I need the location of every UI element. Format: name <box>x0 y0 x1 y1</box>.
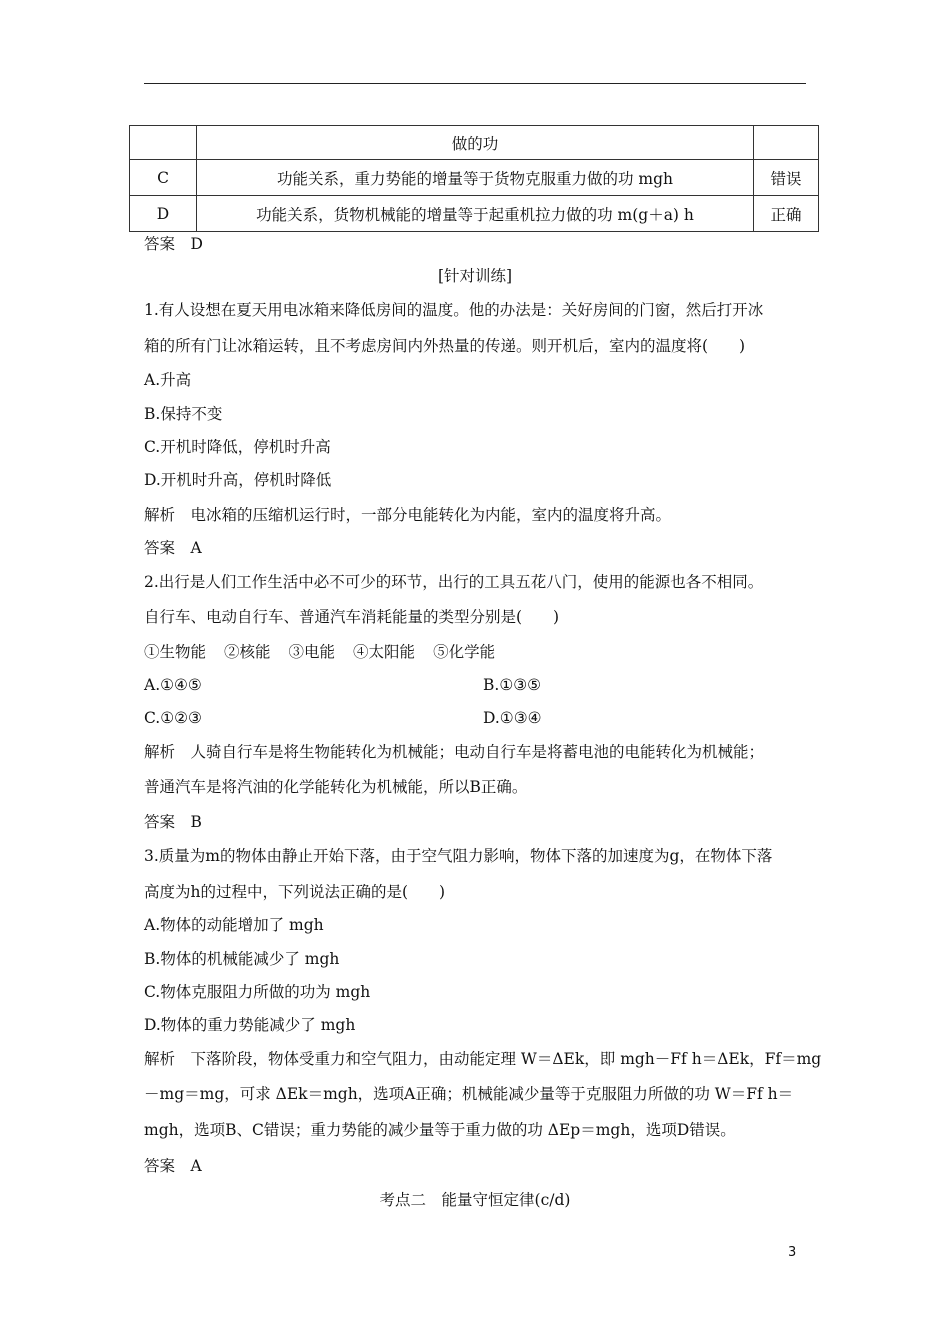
option-b: B.物体的机械能减少了 mgh <box>144 950 340 968</box>
section-title: 考点二 能量守恒定律(c/d) <box>379 1191 571 1209</box>
answer-text: 答案 D <box>144 235 203 253</box>
answer-text: 答案 A <box>144 539 202 557</box>
question-3-line-1: 3.质量为m的物体由静止开始下落，由于空气阻力影响，物体下落的加速度为g，在物体下落 <box>144 847 773 865</box>
option-b: B.①③⑤ <box>483 676 542 694</box>
analysis-text-line-1: 解析 人骑自行车是将生物能转化为机械能；电动自行车是将蓄电池的电能转化为机械能； <box>144 743 765 761</box>
table-cell-result: 错误 <box>754 160 819 196</box>
table-row <box>130 126 819 160</box>
question-1-line-2: 箱的所有门让冰箱运转，且不考虑房间内外热量的传递。则开机后，室内的温度将( ) <box>144 337 746 355</box>
option-c: C.物体克服阻力所做的功为 mgh <box>144 983 371 1001</box>
option-c: C.开机时降低，停机时升高 <box>144 438 331 456</box>
table-cell-analysis: 功能关系，货物机械能的增量等于起重机拉力做的功 m(g＋a) h <box>197 196 754 232</box>
analysis-text-line-3: mgh，选项B、C错误；重力势能的减少量等于重力做的功 ΔEp＝mgh，选项D错误。 <box>144 1121 736 1139</box>
option-d: D.开机时升高，停机时降低 <box>144 471 332 489</box>
analysis-text-line-2: 普通汽车是将汽油的化学能转化为机械能，所以B正确。 <box>144 778 528 796</box>
option-d: D.①③④ <box>483 709 542 727</box>
option-b: B.保持不变 <box>144 405 223 423</box>
energy-item: ⑤化学能 <box>433 643 496 661</box>
table-cell-analysis: 做的功 <box>197 126 754 160</box>
question-2-line-2: 自行车、电动自行车、普通汽车消耗能量的类型分别是( ) <box>144 608 560 626</box>
answer-text: 答案 A <box>144 1157 202 1175</box>
option-a: A.升高 <box>144 371 192 389</box>
question-1-line-1: 1.有人设想在夏天用电冰箱来降低房间的温度。他的办法是：关好房间的门窗，然后打开冰 <box>144 301 764 319</box>
answer-table <box>129 125 819 232</box>
section-heading: [针对训练] <box>437 267 513 285</box>
energy-item: ④太阳能 <box>353 643 416 661</box>
table-row <box>130 196 819 232</box>
energy-type-list <box>144 642 495 662</box>
energy-item: ②核能 <box>224 643 271 661</box>
table-cell-analysis: 功能关系，重力势能的增量等于货物克服重力做的功 mgh <box>197 160 754 196</box>
option-a: A.①④⑤ <box>144 676 202 694</box>
analysis-text-line-2: －mg＝mg，可求 ΔEk＝mgh，选项A正确；机械能减少量等于克服阻力所做的功 W＝Ff h＝ <box>144 1085 794 1103</box>
table-cell-option <box>130 126 197 160</box>
question-2-line-1: 2.出行是人们工作生活中必不可少的环节，出行的工具五花八门，使用的能源也各不相同。 <box>144 573 764 591</box>
analysis-text-line-1: 解析 下落阶段，物体受重力和空气阻力，由动能定理 W＝ΔEk，即 mgh－Ff h＝ΔEk，Ff＝mg <box>144 1050 822 1068</box>
table-cell-result <box>754 126 819 160</box>
option-d: D.物体的重力势能减少了 mgh <box>144 1016 356 1034</box>
table-cell-option: D <box>130 196 197 232</box>
table-cell-result: 正确 <box>754 196 819 232</box>
option-c: C.①②③ <box>144 709 202 727</box>
analysis-text: 解析 电冰箱的压缩机运行时，一部分电能转化为内能，室内的温度将升高。 <box>144 506 672 524</box>
option-a: A.物体的动能增加了 mgh <box>144 916 324 934</box>
page-number: 3 <box>788 1245 797 1260</box>
answer-text: 答案 B <box>144 813 202 831</box>
table-cell-option: C <box>130 160 197 196</box>
header-rule <box>144 83 806 84</box>
question-3-line-2: 高度为h的过程中，下列说法正确的是( ) <box>144 883 446 901</box>
energy-item: ①生物能 <box>144 643 207 661</box>
energy-item: ③电能 <box>288 643 336 661</box>
table-row <box>130 160 819 196</box>
